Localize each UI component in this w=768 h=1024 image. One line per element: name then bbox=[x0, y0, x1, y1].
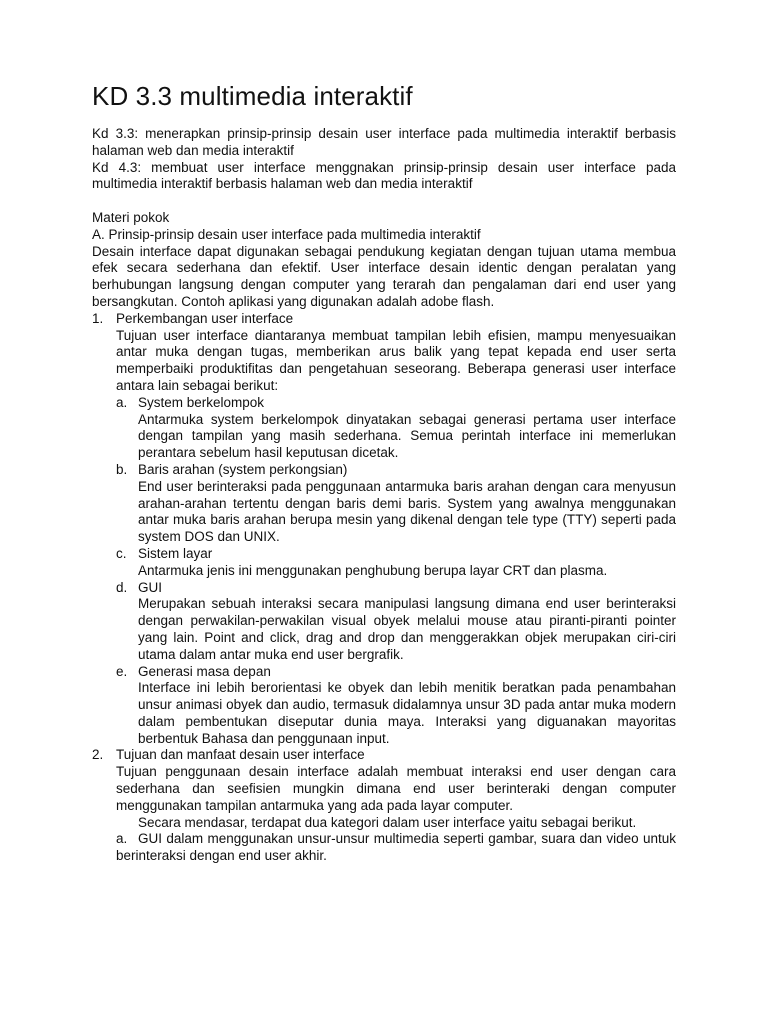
item-1-number: 1. bbox=[92, 310, 104, 326]
section-a-heading: A. Prinsip-prinsip desain user interface pada multimedia interaktif bbox=[92, 226, 481, 242]
sub-d-heading-text: GUI bbox=[138, 579, 163, 595]
sub-c-heading-text: Sistem layar bbox=[138, 545, 213, 561]
sub-e-heading bbox=[92, 664, 676, 681]
item-1-heading-text: Perkembangan user interface bbox=[116, 310, 294, 326]
item-2-heading bbox=[92, 747, 676, 764]
sub-c-body: Antarmuka jenis ini menggunakan penghubung berupa layar CRT dan plasma. bbox=[138, 562, 608, 578]
item-2-body-2: Secara mendasar, terdapat dua kategori dalam user interface yaitu sebagai berikut. bbox=[138, 814, 637, 830]
item-2-sub-a-letter: a. bbox=[116, 831, 128, 847]
sub-b-heading bbox=[92, 462, 676, 479]
item-2-sub-a bbox=[92, 831, 676, 865]
sub-d-letter: d. bbox=[116, 579, 128, 595]
kd-4-3-text: Kd 4.3: membuat user interface menggnakan prinsip-prinsip desain user interface pada multimedia interaktif berbasis halaman web dan media interaktif bbox=[92, 159, 676, 192]
sub-a-heading bbox=[92, 395, 676, 412]
item-1-heading bbox=[92, 311, 676, 328]
sub-e-heading-text: Generasi masa depan bbox=[138, 663, 271, 679]
sub-a-heading-text: System berkelompok bbox=[138, 394, 265, 410]
spacer bbox=[92, 193, 676, 210]
sub-e-letter: e. bbox=[116, 663, 128, 679]
item-2-sub-a-text: GUI dalam menggunakan unsur-unsur multimedia seperti gambar, suara dan video untuk berinteraksi dengan end user akhir. bbox=[116, 831, 676, 864]
sub-a-letter: a. bbox=[116, 394, 128, 410]
materi-pokok-label: Materi pokok bbox=[92, 209, 170, 225]
sub-b-body: End user berinteraksi pada penggunaan antarmuka baris arahan dengan cara menyusun arahan-arahan tertentu dengan baris demi baris. System yang awalnya menggunakan antar muka baris arahan berupa mesin yang dikenal dengan tele type (TTY) seperti pada system DOS dan UNIX. bbox=[138, 478, 676, 545]
item-2-body: Tujuan penggunaan desain interface adalah membuat interaksi end user dengan cara sederhana dan seefisien mungkin dimana end user berinteraki dengan computer menggunakan tampilan antarmuka yang ada pada layar computer. bbox=[116, 764, 676, 813]
item-2-heading-text: Tujuan dan manfaat desain user interface bbox=[116, 747, 365, 763]
sub-c-letter: c. bbox=[116, 545, 127, 561]
kd-3-3-text: Kd 3.3: menerapkan prinsip-prinsip desain user interface pada multimedia interaktif berbasis halaman web dan media interaktif bbox=[92, 126, 676, 158]
item-1-body: Tujuan user interface diantaranya membuat tampilan lebih efisien, mampu menyesuaikan antar muka dengan tugas, memberikan arus balik yang tepat kepada end user serta memperbaiki produktifitas dan pengetahuan seseorang. Beberapa generasi user interface antara lain sebagai berikut: bbox=[116, 327, 676, 393]
sub-d-body: Merupakan sebuah interaksi secara manipulasi langsung dimana end user berinteraksi dengan perwakilan-perwakilan visual obyek melalui mouse atau piranti-piranti pointer yang lain. Point and click, drag and drop dan menggerakkan objek merupakan ciri-ciri utama dalam antar muka end user bergrafik. bbox=[138, 596, 676, 662]
page-title: KD 3.3 multimedia interaktif bbox=[92, 81, 413, 111]
sub-b-letter: b. bbox=[116, 461, 128, 477]
item-2-number: 2. bbox=[92, 747, 104, 763]
sub-a-body: Antarmuka system berkelompok dinyatakan sebagai generasi pertama user interface dengan tampilan yang masih sederhana. Semua perintah interface ini memerlukan perantara sebelum hasil keputusan dicetak. bbox=[138, 411, 676, 461]
sub-d-heading bbox=[92, 580, 676, 597]
section-a-body: Desain interface dapat digunakan sebagai pendukung kegiatan dengan tujuan utama membua efek secara sederhana dan efektif. User interface desain identic dengan peralatan yang berhubungan langsung dengan computer yang terarah dan pengalaman dari end user yang bersangkutan. Contoh aplikasi yang digunakan adalah adobe flash. bbox=[92, 243, 676, 309]
sub-b-heading-text: Baris arahan (system perkongsian) bbox=[138, 461, 348, 477]
sub-e-body: Interface ini lebih berorientasi ke obyek dan lebih menitik beratkan pada penambahan unsur animasi obyek dan audio, termasuk didalamnya unsur 3D pada antar muka modern dalam pembentukan diseputar dunia maya. Interaksi yang diguanakan mayoritas berbentuk Bahasa dan penggunaan input. bbox=[138, 680, 676, 746]
sub-c-heading bbox=[92, 546, 676, 563]
